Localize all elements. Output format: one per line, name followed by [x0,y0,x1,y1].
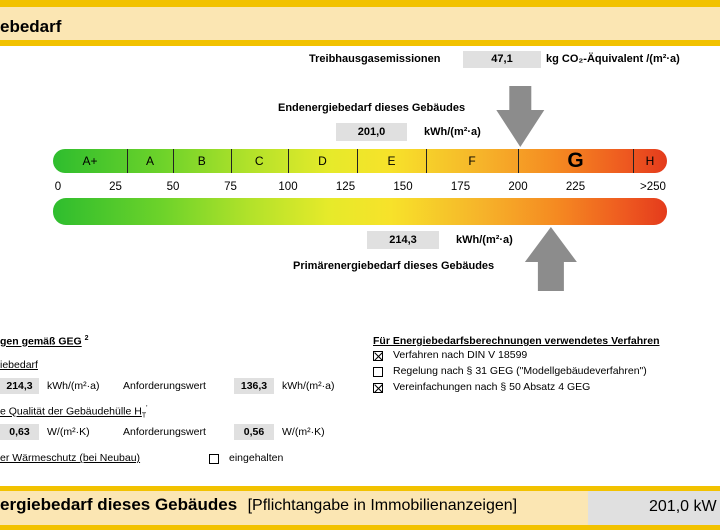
heat-protection-checkbox[interactable] [209,454,219,464]
class-divider [633,149,634,173]
class-divider [518,149,519,173]
primary-energy-value: 214,3 [367,231,439,249]
emissions-unit: kg CO₂-Äquivalent /(m²·a) [546,53,680,65]
class-divider [288,149,289,173]
energy-class-g: G [567,149,584,172]
energy-class-aplus: A+ [82,154,98,168]
scale-tick-label: 75 [224,181,237,193]
primary-requirement-unit: kWh/(m²·a) [282,380,335,392]
procedure-option-label: Vereinfachungen nach § 50 Absatz 4 GEG [393,381,591,393]
scale-tick-label: 175 [450,181,471,193]
envelope-actual-value: 0,63 [0,424,39,440]
procedure-option-label: Regelung nach § 31 GEG ("Modellgebäudeverfahren") [393,365,647,377]
scale-tick-label: >250 [640,181,666,193]
scale-tick-label: 150 [393,181,413,193]
emissions-label: Treibhausgasemissionen [309,53,441,65]
energy-class-b: B [197,154,206,168]
section-title: ebedarf [0,17,62,36]
requirements-title: gen gemäß GEG $^2$ [0,335,89,348]
emissions-value: 47,1 [463,51,541,68]
envelope-requirement-label: Anforderungswert [123,426,206,438]
scale-tick-label: 125 [335,181,356,193]
energy-class-c: C [254,154,264,168]
procedure-option-checkbox[interactable] [373,367,383,377]
energy-class-e: E [387,154,396,168]
scale-tick-label: 100 [278,181,298,193]
primary-requirement-label: Anforderungswert [123,380,206,392]
envelope-heading: e Qualität der Gebäudehülle $H_T'$ [0,405,148,420]
envelope-actual-unit: W/(m²·K) [47,426,90,438]
end-energy-value: 201,0 [336,123,407,141]
footer-title-row [0,495,517,515]
envelope-requirement-value: 0,56 [234,424,274,440]
scale-tick-label: 50 [166,181,180,193]
primary-actual-value: 214,3 [0,378,39,394]
class-divider [127,149,128,173]
primary-energy-label: Primärenergiebedarf dieses Gebäudes [293,260,495,272]
heat-protection-kept-label: eingehalten [229,452,284,464]
footer-value: 201,0 kW [649,498,717,515]
energy-class-scale [53,149,667,173]
scale-tick-label: 0 [54,181,62,193]
energy-class-a: A [145,154,154,168]
scale-tick-label: 25 [109,181,122,193]
primary-energy-unit: kWh/(m²·a) [456,234,513,246]
class-divider [426,149,427,173]
scale-tick-label: 200 [508,181,528,193]
energy-gradient-bar [53,198,667,225]
class-divider [173,149,174,173]
class-divider [357,149,358,173]
envelope-requirement-unit: W/(m²·K) [282,426,325,438]
footer-title: ergiebedarf dieses Gebäudes [0,495,238,514]
procedure-title: Für Energiebedarfsberechnungen verwendetes Verfahren [373,335,660,347]
procedure-option-checkbox[interactable] [373,351,383,361]
end-energy-label: Endenergiebedarf dieses Gebäudes [278,102,466,114]
procedure-option-checkbox[interactable] [373,383,383,393]
heat-protection-label: er Wärmeschutz (bei Neubau) [0,452,141,464]
primary-requirement-heading: iebedarf [0,359,38,371]
energy-class-f: F [468,154,476,168]
procedure-option-label: Verfahren nach DIN V 18599 [393,349,528,361]
scale-tick-label: 225 [565,181,586,193]
primary-actual-unit: kWh/(m²·a) [47,380,100,392]
energy-class-d: D [318,154,327,168]
class-divider [231,149,232,173]
primary-requirement-value: 136,3 [234,378,274,394]
end-energy-unit: kWh/(m²·a) [424,126,481,138]
energy-class-h: H [645,154,655,168]
footer-note: [Pflichtangabe in Immobilienanzeigen] [247,497,518,514]
